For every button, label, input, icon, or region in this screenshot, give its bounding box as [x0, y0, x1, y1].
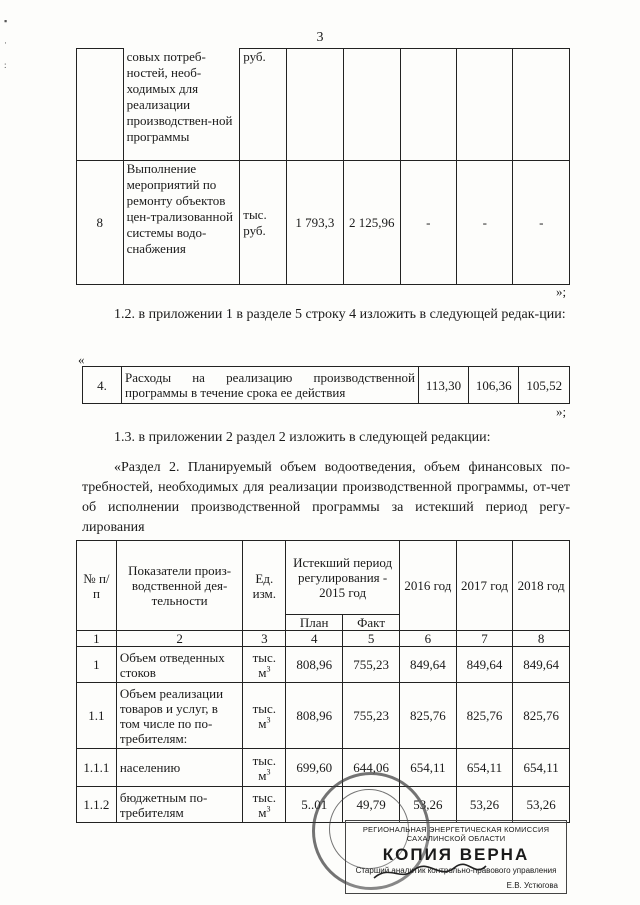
cell-fact: 755,23	[343, 647, 400, 683]
table-expenses	[82, 366, 570, 404]
table-colnum-row	[77, 631, 570, 647]
cell-value	[457, 49, 513, 161]
col-number: 4	[286, 631, 343, 647]
cell-name: населению	[116, 749, 243, 787]
header-2018: 2018 год	[513, 541, 570, 631]
col-number: 1	[77, 631, 117, 647]
cell-2018: 825,76	[513, 683, 570, 749]
table-header-row	[77, 541, 570, 615]
cell-value: 106,36	[468, 367, 519, 404]
header-period: Истекший период регулирования - 2015 год	[286, 541, 400, 615]
col-number: 8	[513, 631, 570, 647]
col-number: 2	[116, 631, 243, 647]
cell-2016: 654,11	[400, 749, 457, 787]
opening-quote: «	[78, 352, 85, 367]
paragraph-section-2: «Раздел 2. Планируемый объем водоотведения, объем финансовых по-требностей, необходимых для реализации производственной программы, от-чет об исполнении производственной программы за истекший период регу-лирования	[82, 460, 570, 535]
paragraph-1-2: 1.2. в приложении 1 в разделе 5 строку 4 изложить в следующей редак-ции:	[114, 307, 566, 322]
header-2017: 2017 год	[456, 541, 513, 631]
table-row	[77, 683, 570, 749]
table-row	[83, 367, 570, 404]
cell-name: бюджетным по-требителям	[116, 787, 243, 823]
cell-plan: 5..01	[286, 787, 343, 823]
col-number: 3	[243, 631, 286, 647]
cell-value: 1 793,3	[287, 161, 344, 285]
cell-value	[400, 49, 456, 161]
cell-plan: 808,96	[286, 683, 343, 749]
scan-edge-marks: ▪ · :	[4, 16, 8, 70]
cell-2016: 849,64	[400, 647, 457, 683]
cell-num: 1	[77, 647, 117, 683]
cell-2016: 53,26	[400, 787, 457, 823]
col-number: 7	[456, 631, 513, 647]
cell-name: Объем отведенных стоков	[116, 647, 243, 683]
cell-name: Объем реализации товаров и услуг, в том числе по по-требителям:	[116, 683, 243, 749]
col-number: 5	[343, 631, 400, 647]
cell-num: 4.	[83, 367, 122, 404]
header-2016: 2016 год	[400, 541, 457, 631]
stamp-title: КОПИЯ ВЕРНА	[382, 845, 530, 864]
stamp-signer: Е.В. Устюгова	[506, 881, 558, 890]
closing-quote: »;	[556, 404, 567, 419]
cell-num: 8	[77, 161, 124, 285]
cell-value: 113,30	[419, 367, 469, 404]
cell-name: Выполнение мероприятий по ремонту объектов цен-трализованной системы водо-снабжения	[123, 161, 240, 285]
cell-value	[513, 49, 570, 161]
table-row	[77, 161, 570, 285]
page-number: 3	[316, 30, 324, 45]
header-fact: Факт	[343, 615, 400, 631]
cell-2018: 654,11	[513, 749, 570, 787]
cell-2017: 849,64	[456, 647, 513, 683]
cell-num	[77, 49, 124, 161]
header-unit: Ед. изм.	[243, 541, 286, 631]
header-plan: План	[286, 615, 343, 631]
cell-name: Расходы на реализацию производственной программы в течение срока ее действия	[122, 367, 419, 404]
table-row	[77, 647, 570, 683]
cell-2018: 849,64	[513, 647, 570, 683]
table-row	[77, 49, 570, 161]
cell-2017: 53,26	[456, 787, 513, 823]
cell-plan: 699,60	[286, 749, 343, 787]
cell-value: 105,52	[519, 367, 570, 404]
cell-2017: 825,76	[456, 683, 513, 749]
cell-2018: 53,26	[513, 787, 570, 823]
cell-plan: 808,96	[286, 647, 343, 683]
header-name: Показатели произ-водственной дея-тельности	[116, 541, 243, 631]
cell-value	[343, 49, 400, 161]
table-row	[77, 749, 570, 787]
cell-unit: тыс. руб.	[240, 161, 287, 285]
cell-value: -	[400, 161, 456, 285]
cell-unit: тыс. $м^3$	[243, 749, 286, 787]
cell-num: 1.1.2	[77, 787, 117, 823]
cell-fact: 644,06	[343, 749, 400, 787]
cell-unit: тыс. $м^3$	[243, 683, 286, 749]
cell-value: 2 125,96	[343, 161, 400, 285]
table-indicators	[76, 540, 570, 823]
stamp-organization: РЕГИОНАЛЬНАЯ ЭНЕРГЕТИЧЕСКАЯ КОМИССИЯ САХАЛИНСКОЙ ОБЛАСТИ	[362, 825, 550, 843]
paragraph-1-3: 1.3. в приложении 2 раздел 2 изложить в следующей редакции:	[114, 430, 491, 445]
cell-2016: 825,76	[400, 683, 457, 749]
header-num: № п/п	[77, 541, 117, 631]
cell-value	[287, 49, 344, 161]
table-continuation	[76, 48, 570, 285]
cell-fact: 755,23	[343, 683, 400, 749]
closing-quote: »;	[556, 284, 567, 299]
cell-num: 1.1	[77, 683, 117, 749]
cell-2017: 654,11	[456, 749, 513, 787]
handwritten-signature	[370, 860, 490, 884]
col-number: 6	[400, 631, 457, 647]
cell-unit: руб.	[240, 49, 287, 161]
cell-unit: тыс. $м^3$	[243, 647, 286, 683]
cell-value: -	[513, 161, 570, 285]
cell-unit: тыс. $м^3$	[243, 787, 286, 823]
cell-name: совых потреб-ностей, необ-ходимых для реализации производствен-ной программы	[123, 49, 240, 161]
stamp-role: Старший аналитик контрольно-правового управления	[355, 866, 557, 875]
cell-value: -	[457, 161, 513, 285]
cell-num: 1.1.1	[77, 749, 117, 787]
cell-fact: 49,79	[343, 787, 400, 823]
